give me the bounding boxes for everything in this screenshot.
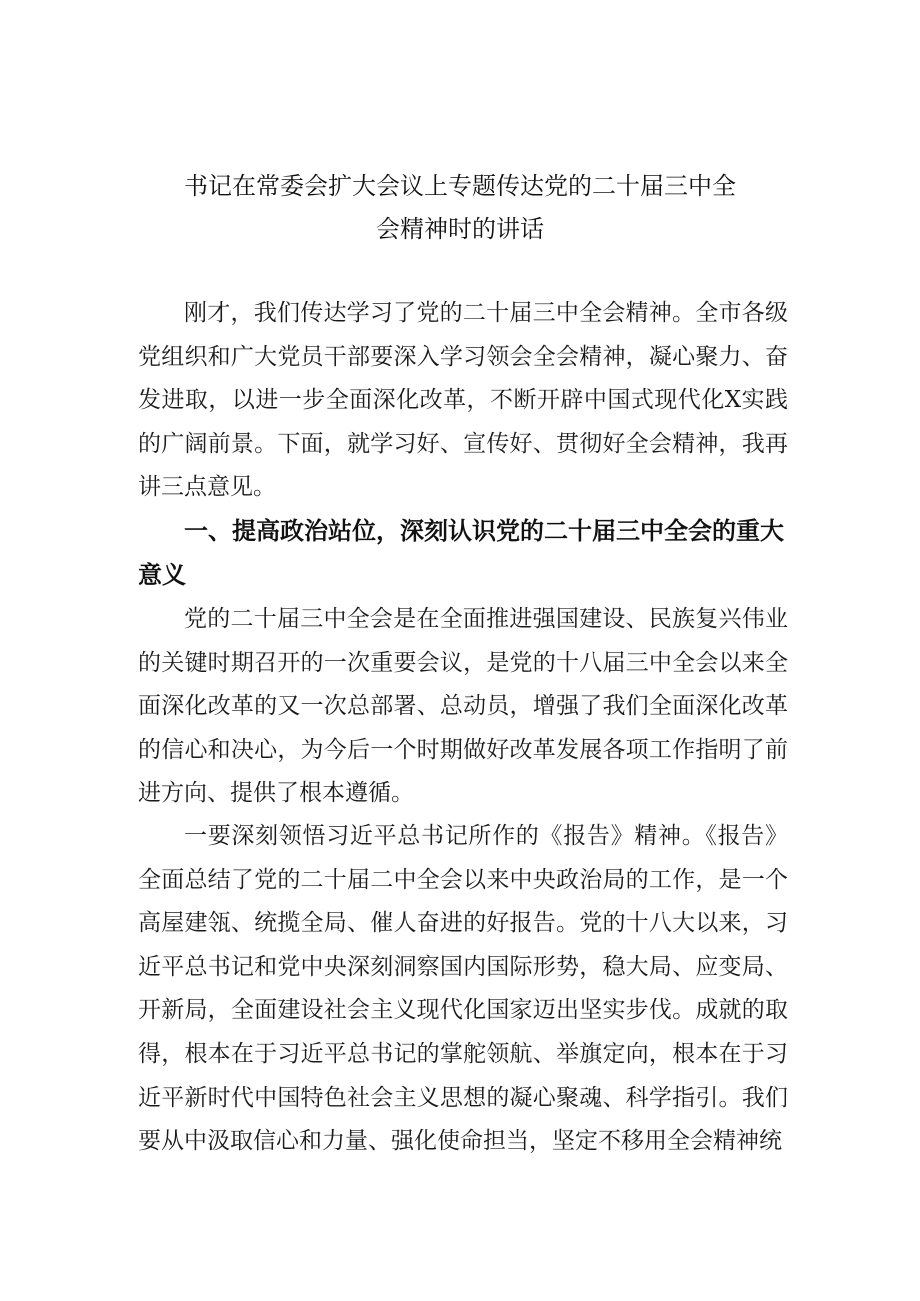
document-title-line-1: 书记在常委会扩大会议上专题传达党的二十届三中全 <box>184 172 736 200</box>
section-heading-1: 一、提高政治站位，深刻认识党的二十届三中全会的重大意义 <box>138 517 784 589</box>
paragraph-report: 一要深刻领悟习近平总书记所作的《报告》精神。《报告》全面总结了党的二十届二中全会以来中央政治局的工作，是一个高屋建瓴、统揽全局、催人奋进的好报告。党的十八大以来，习近平总书记和党中央深刻洞察国内国际形势，稳大局、应变局、开新局，全面建设社会主义现代化国家迈出坚实步伐。成就的取得，根本在于习近平总书记的掌舵领航、举旗定向，根本在于习近平新时代中国特色社会主义思想的凝心聚魂、科学指引。我们要从中汲取信心和力量、强化使命担当，坚定不移用全会精神统 <box>138 823 788 1155</box>
document-title-line-2: 会精神时的讲话 <box>376 215 544 243</box>
paragraph-significance: 党的二十届三中全会是在全面推进强国建设、民族复兴伟业的关键时期召开的一次重要会议，是党的十八届三中全会以来全面深化改革的又一次总部署、总动员，增强了我们全面深化改革的信心和决心，为今后一个时期做好改革发展各项工作指明了前进方向、提供了根本遵循。 <box>138 606 788 807</box>
paragraph-intro: 刚才，我们传达学习了党的二十届三中全会精神。全市各级党组织和广大党员干部要深入学习领会全会精神，凝心聚力、奋发进取，以进一步全面深化改革，不断开辟中国式现代化X实践的广阔前景。下面，就学习好、宣传好、贯彻好全会精神，我再讲三点意见。 <box>138 300 788 501</box>
